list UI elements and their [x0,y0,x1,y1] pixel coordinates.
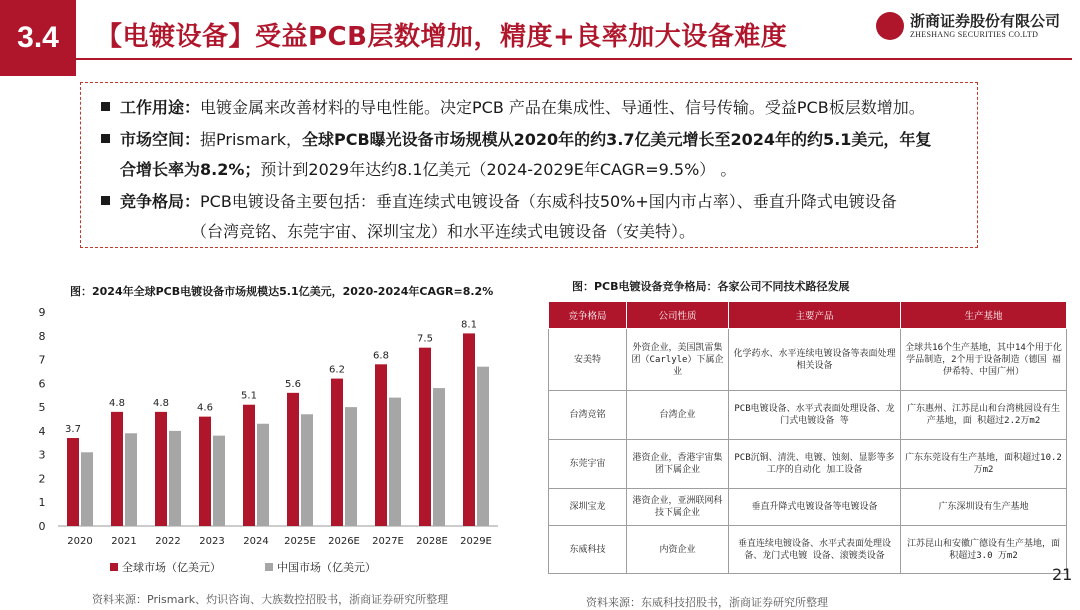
bar-china [477,367,489,526]
data-label: 5.1 [241,390,257,402]
y-tick-label: 7 [38,353,46,367]
table-header-row [549,302,1067,329]
bullet-market-cont [120,157,736,180]
chart-title: 图：2024年全球PCB电镀设备市场规模达5.1亿美元，2020-2024年CAGR=8.2% [70,285,494,298]
table-cell: 江苏昆山和安徽广德设有生产基地，面积超过3.0 万m2 [901,526,1067,574]
x-tick-label: 2020 [67,536,93,547]
y-tick-label: 0 [38,520,46,533]
company-name-cn: 浙商证券股份有限公司 [910,12,1061,30]
bullet-text: PCB电镀设备主要包括：垂直连续式电镀设备（东威科技50%+国内市占率）、垂直升降式电镀设备 [200,192,897,211]
bar-global [463,333,475,526]
legend-swatch [110,563,118,571]
data-label: 3.7 [65,424,81,436]
table-header-cell: 生产基地 [901,302,1067,329]
y-tick-label: 2 [38,472,46,486]
bullet-label: 市场空间： [120,130,201,149]
bar-global [155,412,167,526]
table-cell: 全球共16个生产基地，其中14个用于化学品制造，2个用于设备制造（德国 福伊希特、中国广州） [901,329,1067,391]
bullet-text: 预计到2029年达约8.1亿美元（2024-2029E年CAGR=9.5%） 。 [260,160,737,179]
y-tick-label: 9 [38,306,46,319]
x-tick-label: 2027E [372,536,404,547]
section-number: 3.4 [0,0,76,76]
x-tick-label: 2028E [416,536,448,547]
y-tick-label: 1 [38,496,46,510]
data-label: 4.8 [109,397,125,409]
table-cell: 外资企业，美国凯雷集团（Carlyle）下属企业 [627,329,729,391]
y-tick-label: 8 [38,329,46,343]
table-header-cell: 主要产品 [729,302,901,329]
competition-table [548,301,1067,574]
x-tick-label: 2023 [199,536,225,547]
bullet-square-icon [101,134,110,143]
table-cell: 化学药水、水平连续电镀设备等表面处理相关设备 [729,329,901,391]
data-label: 5.6 [285,378,301,390]
bullet-competition-cont [191,219,695,242]
y-tick-label: 5 [38,401,46,415]
x-tick-label: 2026E [328,536,360,547]
bar-global [375,364,387,526]
bullet-text: 电镀金属来改善材料的导电性能。决定PCB 产品在集成性、导通性、信号传输。受益PCB板层数增加。 [200,98,925,117]
x-tick-label: 2021 [111,536,137,547]
bullet-square-icon [101,196,110,205]
bar-china [433,388,445,526]
legend-label: 全球市场（亿美元） [122,561,221,574]
table-cell: 安美特 [549,329,627,391]
bar-china [125,433,137,526]
bar-china [169,431,181,526]
company-logo [876,10,1072,46]
data-label: 8.1 [461,319,477,331]
data-label: 7.5 [417,333,433,345]
y-tick-label: 4 [38,424,46,438]
bar-global [111,412,123,526]
bullet-text: （台湾竞铭、东莞宇宙、深圳宝龙）和水平连续式电镀设备（安美特）。 [191,222,696,241]
table-cell: 港资企业，亚洲联网科技下属企业 [627,489,729,526]
bar-global [67,438,79,526]
table-cell: PCB沉铜、清洗、电镀、蚀刻、显影等多工序的自动化 加工设备 [729,440,901,489]
table-header-cell: 竞争格局 [549,302,627,329]
bar-global [419,348,431,526]
market-size-chart [30,300,510,585]
summary-box [80,82,978,248]
table-cell: PCB电镀设备、水平式表面处理设备、龙门式电镀设备 等 [729,391,901,440]
table-title: 图：PCB电镀设备竞争格局：各家公司不同技术路径发展 [572,280,850,293]
bullet-text-bold: 合增长率为8.2%； [120,160,261,179]
bullet-label: 竞争格局： [120,192,201,211]
table-cell: 台湾竞铭 [549,391,627,440]
bullet-label: 工作用途： [120,98,201,117]
data-label: 4.6 [197,402,213,414]
page-number: 21 [1052,565,1073,584]
bar-china [213,436,225,526]
table-cell: 广东东莞设有生产基地，面积超过10.2万m2 [901,440,1067,489]
title-divider [76,58,1072,60]
logo-mark-icon [876,12,904,40]
table-header-cell: 公司性质 [627,302,729,329]
table-source: 资料来源：东威科技招股书，浙商证券研究所整理 [586,596,828,609]
bar-china [257,424,269,526]
bar-global [243,405,255,526]
bar-global [287,393,299,526]
table-cell: 东威科技 [549,526,627,574]
bullet-competition [101,189,897,212]
bullet-square-icon [101,102,110,111]
bar-global [331,379,343,526]
x-tick-label: 2029E [460,536,492,547]
bullet-text: 据Prismark， [200,130,302,149]
bar-china [345,407,357,526]
table-cell: 垂直连续电镀设备、水平式表面处理设备、龙门式电镀 设备、滚镀类设备 [729,526,901,574]
chart-source: 资料来源：Prismark、灼识咨询、大族数控招股书，浙商证券研究所整理 [92,593,449,606]
table-row [549,526,1067,574]
page-title: 【电镀设备】受益PCB层数增加，精度+良率加大设备难度 [96,22,788,52]
x-tick-label: 2022 [155,536,181,547]
table-cell: 广东深圳设有生产基地 [901,489,1067,526]
bullet-usage [101,95,925,118]
data-label: 4.8 [153,397,169,409]
bar-china [81,452,93,526]
table-row [549,329,1067,391]
legend-swatch [265,563,273,571]
table-cell: 内资企业 [627,526,729,574]
legend-label: 中国市场（亿美元） [277,561,376,574]
y-tick-label: 6 [38,377,46,391]
table-cell: 台湾企业 [627,391,729,440]
data-label: 6.8 [373,350,389,362]
table-row [549,391,1067,440]
company-name-en: ZHESHANG SECURITIES CO.LTD [910,30,1039,39]
x-tick-label: 2025E [284,536,316,547]
table-cell: 东莞宇宙 [549,440,627,489]
table-cell: 港资企业，香港宇宙集团下属企业 [627,440,729,489]
table-row [549,440,1067,489]
bullet-text-bold: 全球PCB曝光设备市场规模从2020年的约3.7亿美元增长至2024年的约5.1美元，年复 [301,130,932,149]
table-cell: 垂直升降式电镀设备等电镀设备 [729,489,901,526]
y-tick-label: 3 [38,448,46,462]
table-cell: 广东惠州、江苏昆山和台湾桃园设有生产基地，面 积超过2.2万m2 [901,391,1067,440]
bar-china [389,398,401,526]
x-tick-label: 2024 [243,536,269,547]
table-cell: 深圳宝龙 [549,489,627,526]
bar-china [301,414,313,526]
table-row [549,489,1067,526]
bar-global [199,417,211,526]
bullet-market [101,127,931,150]
data-label: 6.2 [329,364,345,376]
